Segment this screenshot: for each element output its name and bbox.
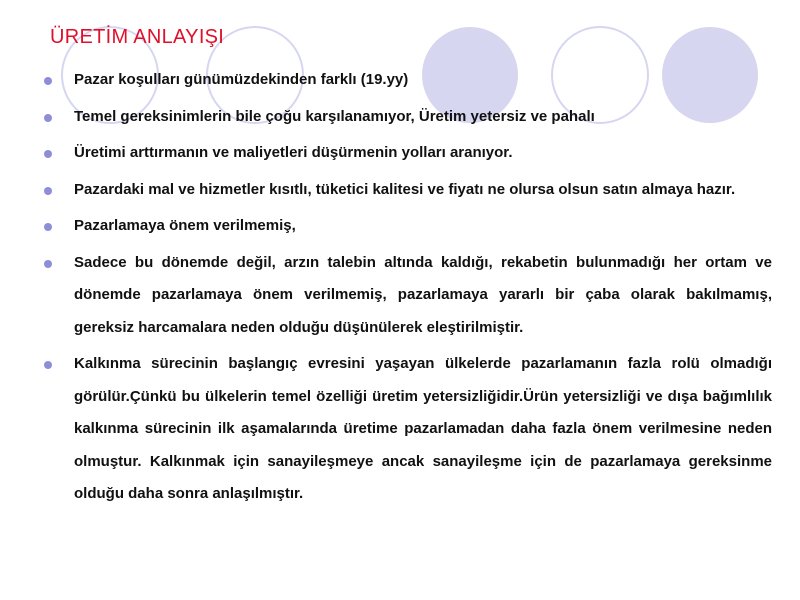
bullet-icon (44, 77, 52, 85)
bullet-text: Pazardaki mal ve hizmetler kısıtlı, tüketici kalitesi ve fiyatı ne olursa olsun satın almaya hazır. (74, 180, 736, 198)
bullet-icon (44, 150, 52, 158)
bullet-icon (44, 361, 52, 369)
bullet-text: Temel gereksinimlerin bile çoğu karşılanamıyor, Üretim yetersiz ve pahalı (74, 107, 595, 125)
bullet-icon (44, 187, 52, 195)
bullet-text: Pazarlamaya önem verilmemiş, (74, 217, 296, 234)
bullet-item (42, 247, 772, 345)
bullet-text: Kalkınma sürecinin başlangıç evresini yaşayan ülkelerde pazarlamanın fazla rolü olmadığı görülür.Çünkü bu ülkelerin temel özelliği üretim yetersizliğidir.Ürün yetersizliği ve dışa bağımlılık kalkınma sürecinin ilk aşamalarında üretime pazarlamadan daha fazla önem verilmesine neden olmuştur. Kalkınmak için sanayileşmeye ancak sanayileşme için de pazarlamaya gereksinme olduğu daha sonra anlaşılmıştır. (74, 355, 772, 502)
bullet-item (42, 64, 772, 97)
bullet-item (42, 210, 772, 243)
slide-title: ÜRETİM ANLAYIŞI (50, 26, 225, 48)
bullet-text: Pazar koşulları günümüzdekinden farklı (19.yy) (74, 71, 409, 88)
bullet-item (42, 348, 772, 511)
bullet-icon (44, 114, 52, 122)
bullet-icon (44, 223, 52, 231)
bullet-icon (44, 260, 52, 268)
bullet-item (42, 101, 772, 134)
bullet-text: Sadece bu dönemde değil, arzın talebin altında kaldığı, rekabetin bulunmadığı her ortam ve dönemde pazarlamaya önem verilmemiş, pazarlamaya yararlı bir çaba olarak bakılmamış, gereksiz harcamalara neden olduğu düşünülerek eleştirilmiştir. (74, 253, 772, 336)
bullet-text: Üretimi arttırmanın ve maliyetleri düşürmenin yolları aranıyor. (74, 144, 513, 161)
bullet-list (42, 64, 772, 511)
bullet-item (42, 137, 772, 170)
bullet-item (42, 174, 772, 207)
